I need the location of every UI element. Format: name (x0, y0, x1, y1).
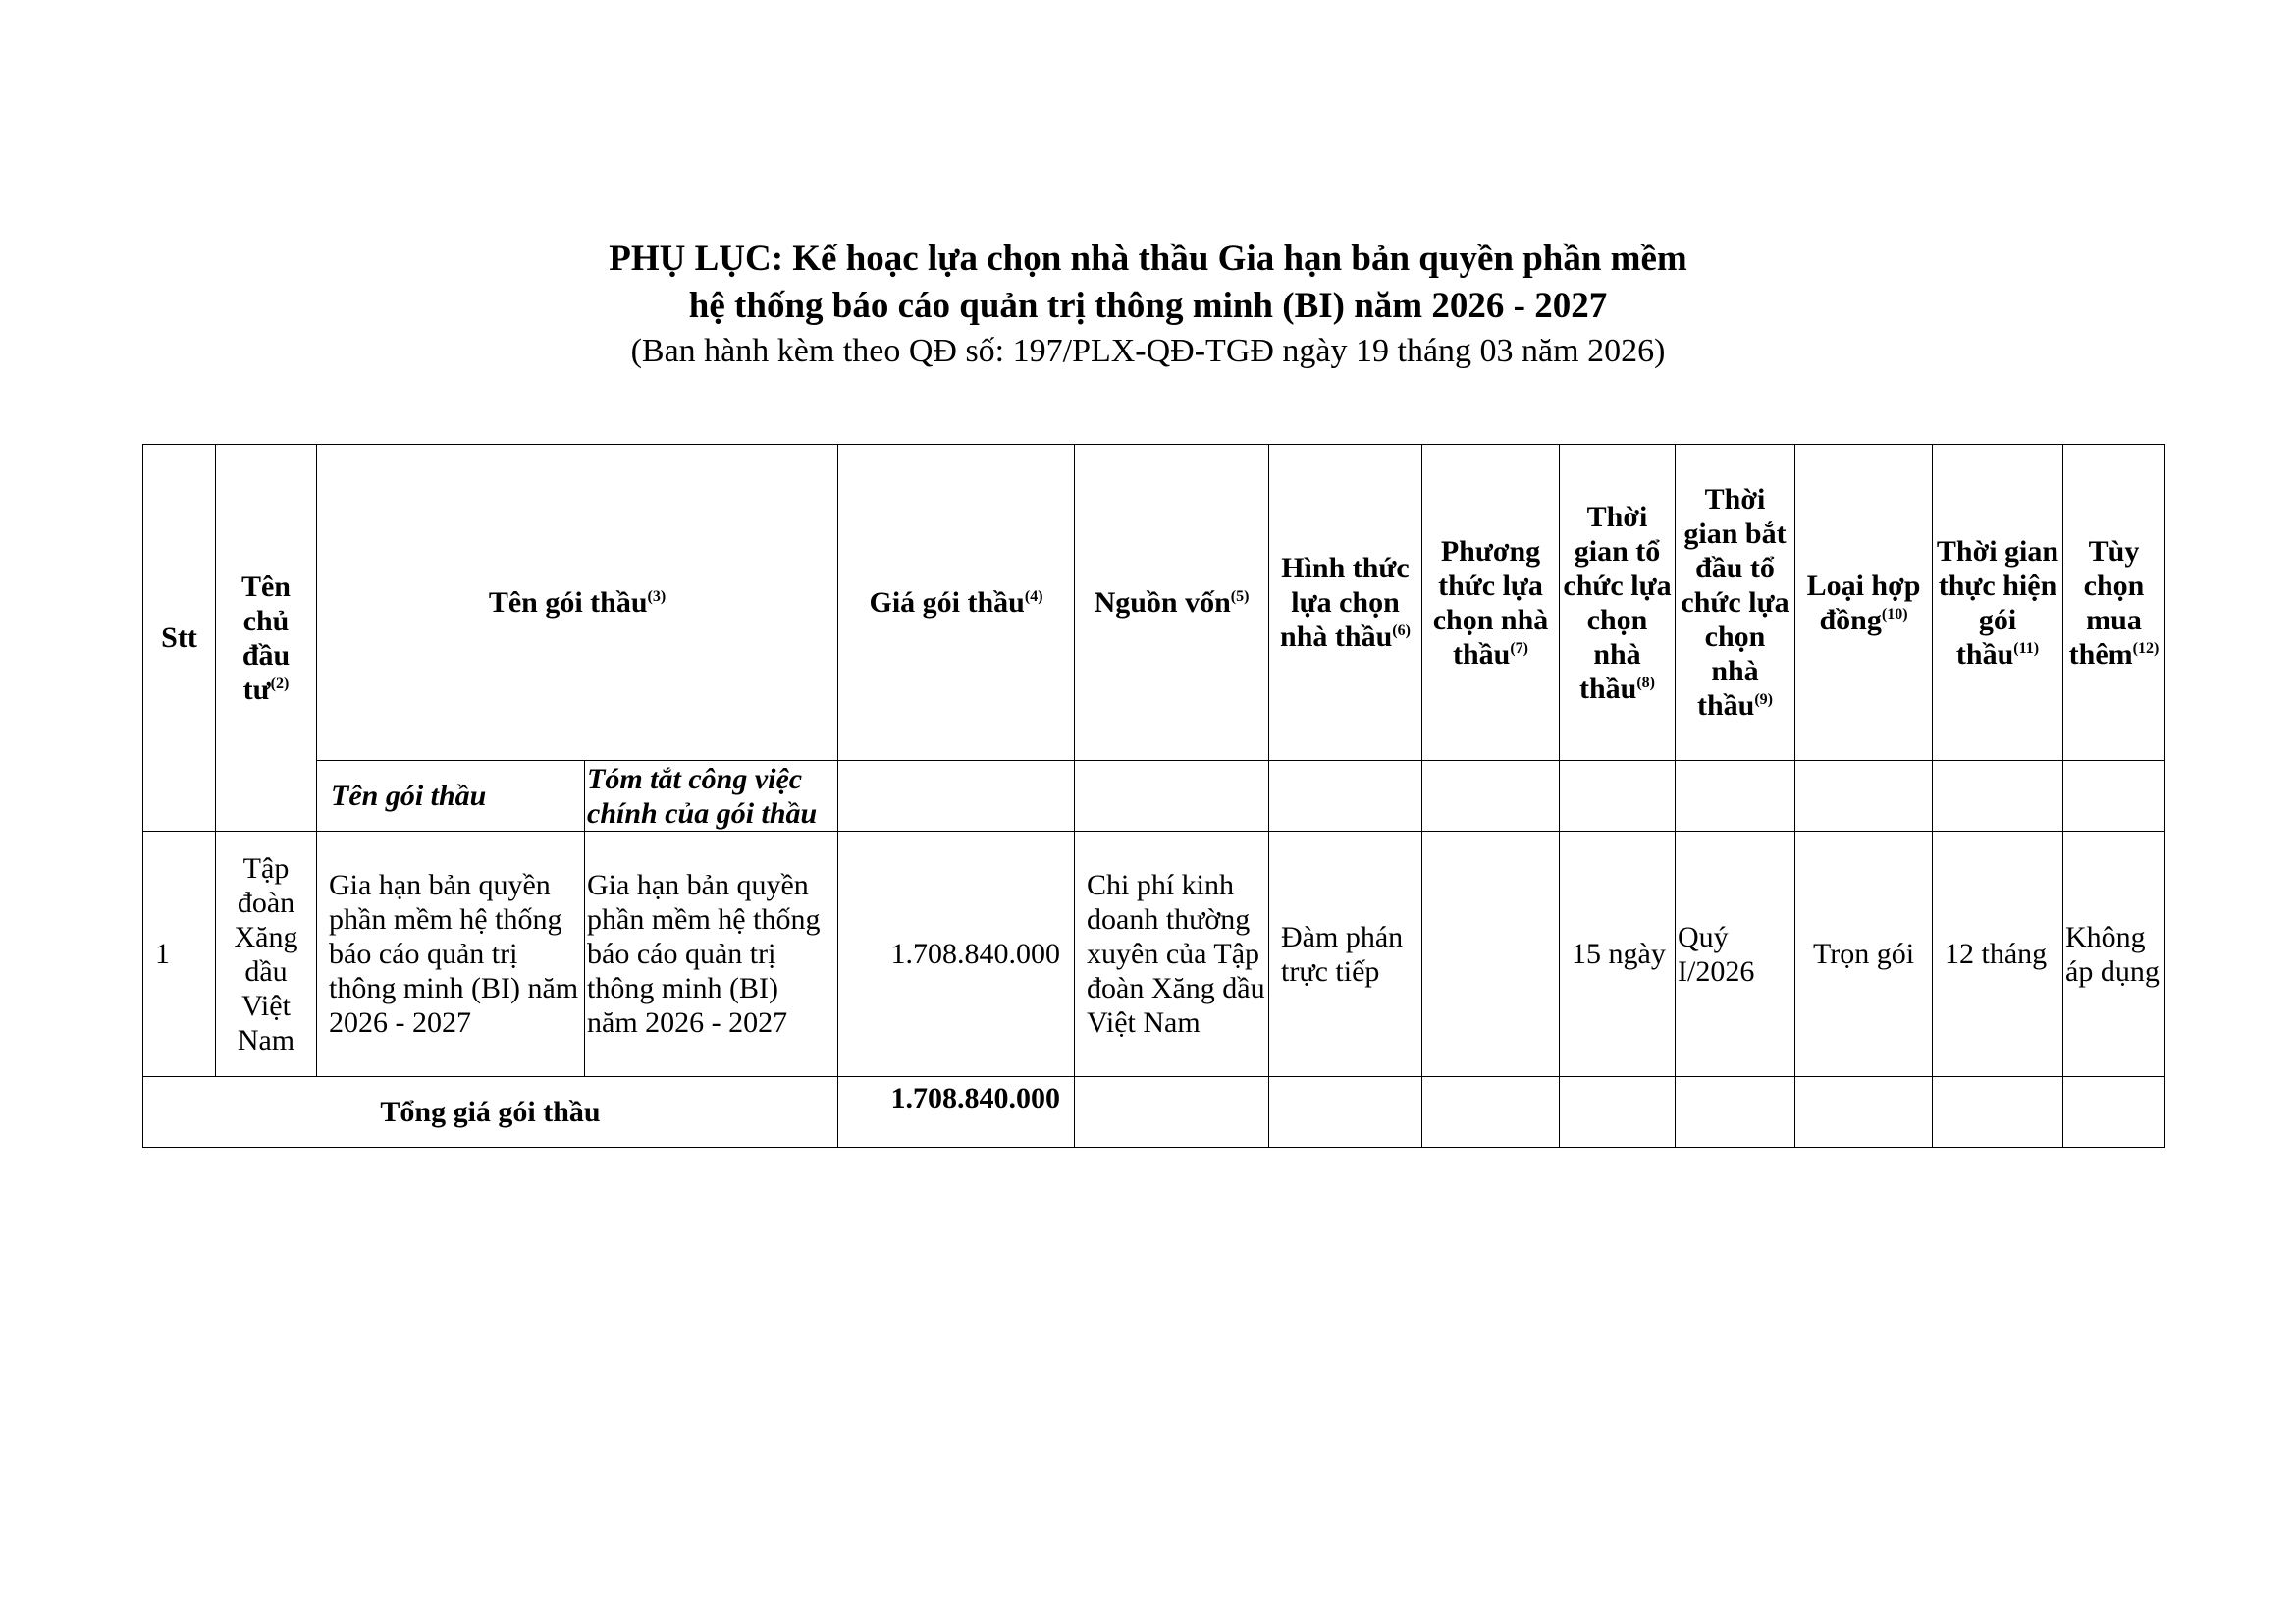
cell-gia-goi-thau: 1.708.840.000 (838, 832, 1075, 1077)
cell-hinh-thuc: Đàm phán trực tiếp (1269, 832, 1422, 1077)
header-loai-hop-dong: Loại hợp đồng$^{(10)}$ (1795, 445, 1933, 761)
cell-thoi-gian-to-chuc: 15 ngày (1560, 832, 1676, 1077)
total-value: 1.708.840.000 (838, 1077, 1075, 1148)
empty-cell (1795, 761, 1933, 832)
cell-thoi-gian-thuc-hien: 12 tháng (1933, 832, 2063, 1077)
empty-cell (1933, 1077, 2063, 1148)
title-subtitle: (Ban hành kèm theo QĐ số: 197/PLX-QĐ-TGĐ ngày 19 tháng 03 năm 2026) (630, 333, 1666, 369)
empty-cell (1422, 1077, 1560, 1148)
total-row (143, 1077, 2165, 1148)
empty-cell (2063, 1077, 2165, 1148)
empty-cell (1560, 1077, 1676, 1148)
cell-tom-tat: Gia hạn bản quyền phần mềm hệ thống báo cáo quản trị thông minh (BI) năm 2026 - 2027 (585, 832, 838, 1077)
header-tuy-chon: Tùy chọn mua thêm$^{(12)}$ (2063, 445, 2165, 761)
subheader-ten-goi-thau: Tên gói thầu (317, 761, 585, 832)
empty-cell (1075, 1077, 1269, 1148)
empty-cell (1795, 1077, 1933, 1148)
header-hinh-thuc: Hình thức lựa chọn nhà thầu$^{(6)}$ (1269, 445, 1422, 761)
empty-cell (1676, 1077, 1795, 1148)
header-phuong-thuc: Phương thức lựa chọn nhà thầu$^{(7)}$ (1422, 445, 1560, 761)
subheader-tom-tat: Tóm tắt công việc chính của gói thầu (585, 761, 838, 832)
document-title (0, 236, 2296, 373)
header-ten-goi-thau: Tên gói thầu$^{(3)}$ (317, 445, 838, 761)
cell-chu-dau-tu: Tập đoàn Xăng dầu Việt Nam (216, 832, 317, 1077)
header-nguon-von: Nguồn vốn$^{(5)}$ (1075, 445, 1269, 761)
title-line-2: hệ thống báo cáo quản trị thông minh (BI) năm 2026 - 2027 (688, 286, 1608, 326)
table-row (143, 832, 2165, 1077)
empty-cell (1075, 761, 1269, 832)
cell-nguon-von: Chi phí kinh doanh thường xuyên của Tập đoàn Xăng dầu Việt Nam (1075, 832, 1269, 1077)
header-thoi-gian-thuc-hien: Thời gian thực hiện gói thầu$^{(11)}$ (1933, 445, 2063, 761)
cell-phuong-thuc (1422, 832, 1560, 1077)
total-label: Tổng giá gói thầu (143, 1077, 838, 1148)
empty-cell (1933, 761, 2063, 832)
empty-cell (838, 761, 1075, 832)
header-stt: Stt (143, 445, 216, 832)
header-thoi-gian-bat-dau: Thời gian bắt đầu tổ chức lựa chọn nhà thầu$^{(9)}$ (1676, 445, 1795, 761)
header-gia-goi-thau: Giá gói thầu$^{(4)}$ (838, 445, 1075, 761)
empty-cell (1560, 761, 1676, 832)
subheader-row (143, 761, 2165, 832)
empty-cell (1676, 761, 1795, 832)
header-thoi-gian-to-chuc: Thời gian tổ chức lựa chọn nhà thầu$^{(8)}$ (1560, 445, 1676, 761)
cell-stt: 1 (143, 832, 216, 1077)
empty-cell (2063, 761, 2165, 832)
cell-thoi-gian-bat-dau: Quý I/2026 (1676, 832, 1795, 1077)
contractor-plan-table (142, 444, 2165, 1148)
cell-loai-hop-dong: Trọn gói (1795, 832, 1933, 1077)
empty-cell (1422, 761, 1560, 832)
cell-tuy-chon: Không áp dụng (2063, 832, 2165, 1077)
header-row (143, 445, 2165, 761)
empty-cell (1269, 761, 1422, 832)
header-chu-dau-tu: Tên chủ đầu $tư^{(2)}$ (216, 445, 317, 832)
empty-cell (1269, 1077, 1422, 1148)
title-line-1: PHỤ LỤC: Kế hoạc lựa chọn nhà thầu Gia hạn bản quyền phần mềm (609, 239, 1687, 279)
cell-ten-goi-thau: Gia hạn bản quyền phần mềm hệ thống báo cáo quản trị thông minh (BI) năm 2026 - 2027 (317, 832, 585, 1077)
